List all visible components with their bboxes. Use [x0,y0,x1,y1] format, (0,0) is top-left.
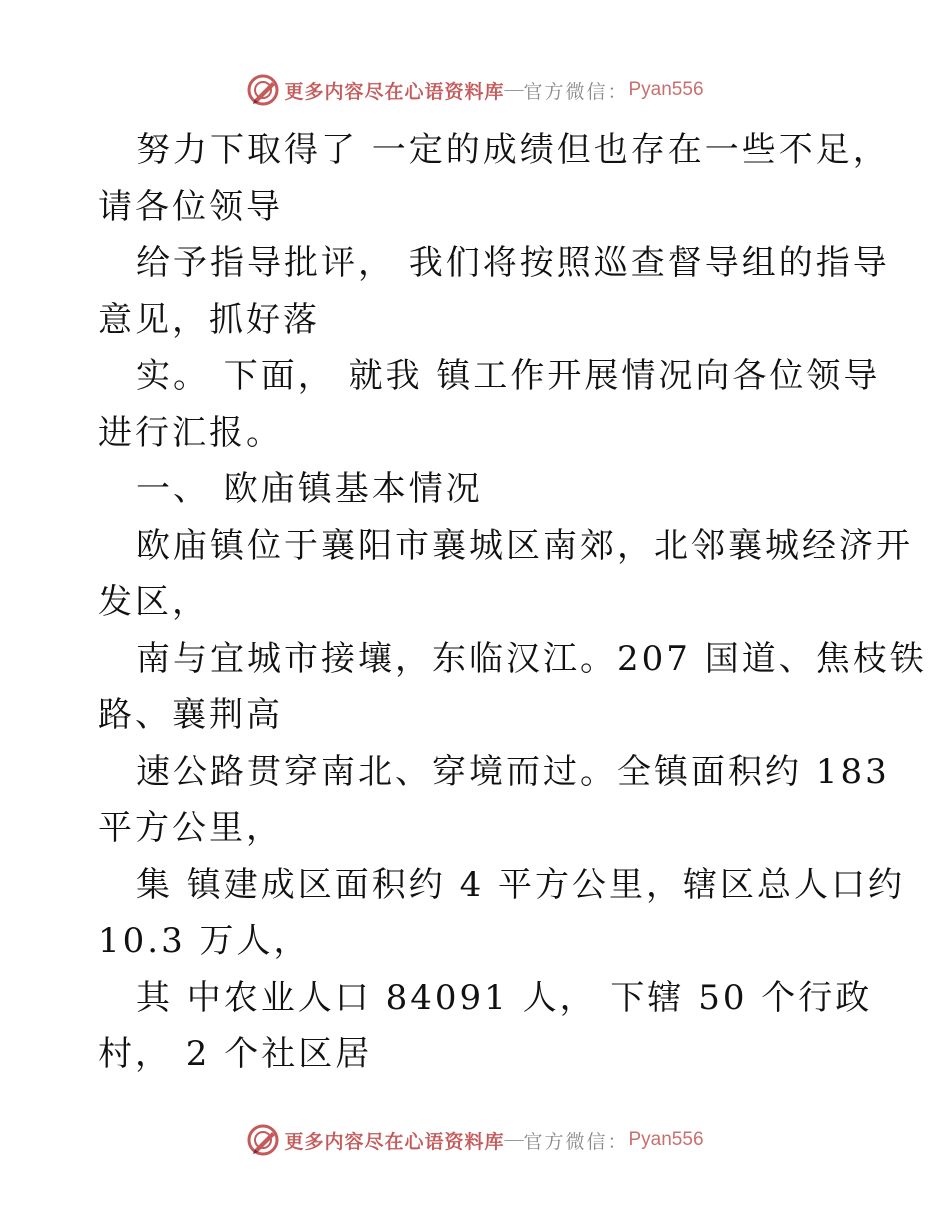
text-line: 发区， [98,582,209,622]
footer-wechat-id: Pyan556 [628,1129,704,1150]
text-line: 努力下取得了 一定的成绩但也存在一些不足， [136,130,890,170]
body-text [98,122,927,1083]
text-line: 集 镇建成区面积约 4 平方公里，辖区总人口约 [136,864,906,905]
text-line: 路、襄荆高 [98,695,283,735]
text-line: 意见，抓好落 [98,299,320,340]
header-text: 更多内容尽在心语资料库 [284,80,505,103]
text-line: 其 中农业人口 84091 人， 下辖 50 个行政 [136,977,873,1018]
text-line: 速公路贯穿南北、穿境而过。全镇面积约 183 [136,751,890,792]
text-line: 请各位领导 [98,186,283,227]
text-line: 10.3 万人， [98,921,311,961]
text-line: 给予指导批评， 我们将按照巡查督导组的指导 [136,243,890,283]
header-label: 官方微信： [523,80,629,103]
pen-logo-icon [246,1123,280,1157]
text-line: 平方公里， [98,808,283,848]
section-heading: 一、 欧庙镇基本情况 [136,469,483,509]
footer-banner [0,1120,950,1160]
header-wechat-id: Pyan556 [628,79,704,100]
text-line: 南与宜城市接壤，东临汉江。207 国道、焦枝铁 [136,638,927,679]
footer-label: 官方微信： [523,1130,629,1153]
text-line: 村， 2 个社区居 [98,1034,373,1074]
pen-logo-icon [246,73,280,107]
text-line: 实。 下面， 就我 镇工作开展情况向各位领导 [136,356,881,396]
text-line: 欧庙镇位于襄阳市襄城区南郊，北邻襄城经济开 [136,525,913,566]
text-line: 进行汇报。 [98,412,283,453]
header-banner [0,70,950,110]
footer-text: 更多内容尽在心语资料库 [284,1130,505,1153]
header-separator: — [504,79,524,100]
footer-separator: — [504,1129,524,1150]
